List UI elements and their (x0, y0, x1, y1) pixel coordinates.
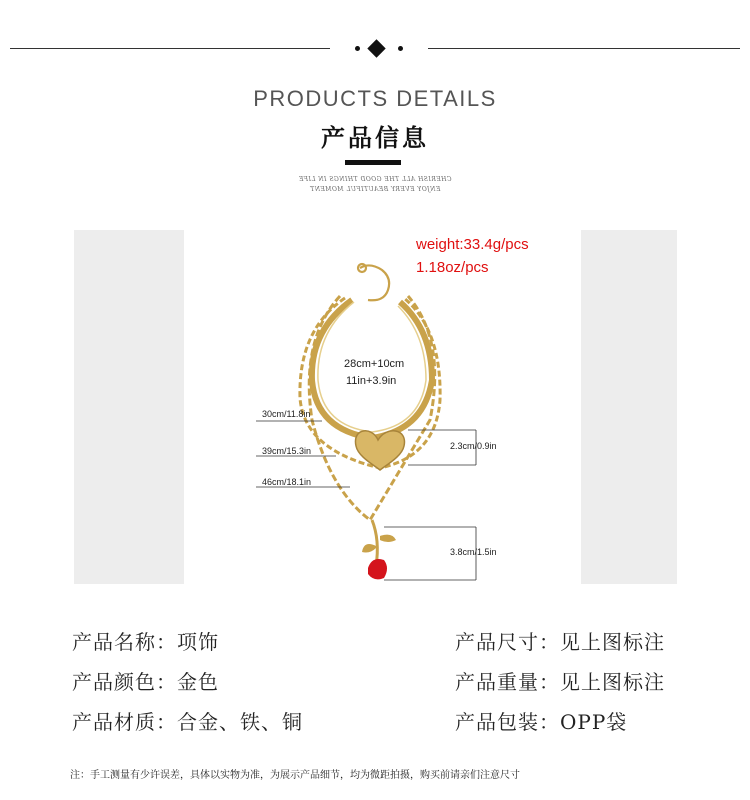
weight-oz-text: 1.18oz/pcs (416, 259, 489, 276)
page-title-cn: 产品信息 (321, 124, 429, 152)
tagline-2: ENJOY EVERY BEAUTIFUL MOMENT (309, 186, 441, 193)
spec-weight: 产品重量：见上图标注 (455, 670, 665, 694)
length-30-label: 30cm/11.8in (262, 409, 311, 419)
length-39-label: 39cm/15.3in (262, 446, 312, 456)
inner-length-in: 11in+3.9in (346, 375, 397, 387)
spec-size: 产品尺寸：见上图标注 (455, 630, 665, 654)
spec-material: 产品材质：合金、铁、铜 (72, 710, 303, 734)
tagline-1: CHERISH ALL THE GOOD THINGS IN LIFE (298, 176, 452, 183)
rose-size-label: 3.8cm/1.5in (450, 547, 497, 557)
footnote: 注：手工测量有少许误差，具体以实物为准，为展示产品细节，均为微距拍摄，购买前请亲们注意尺寸 (70, 770, 520, 781)
spec-color: 产品颜色：金色 (72, 670, 219, 694)
inner-length-cm: 28cm+10cm (344, 358, 405, 370)
spec-name: 产品名称：项饰 (72, 630, 219, 654)
spec-package: 产品包装：OPP袋 (455, 710, 628, 734)
rose-pendant (362, 520, 396, 579)
weight-text: weight:33.4g/pcs (416, 236, 529, 253)
page-title-en: PRODUCTS DETAILS (253, 86, 497, 111)
heart-size-label: 2.3cm/0.9in (450, 441, 497, 451)
extender-chain (358, 264, 389, 300)
length-46-label: 46cm/18.1in (262, 477, 312, 487)
